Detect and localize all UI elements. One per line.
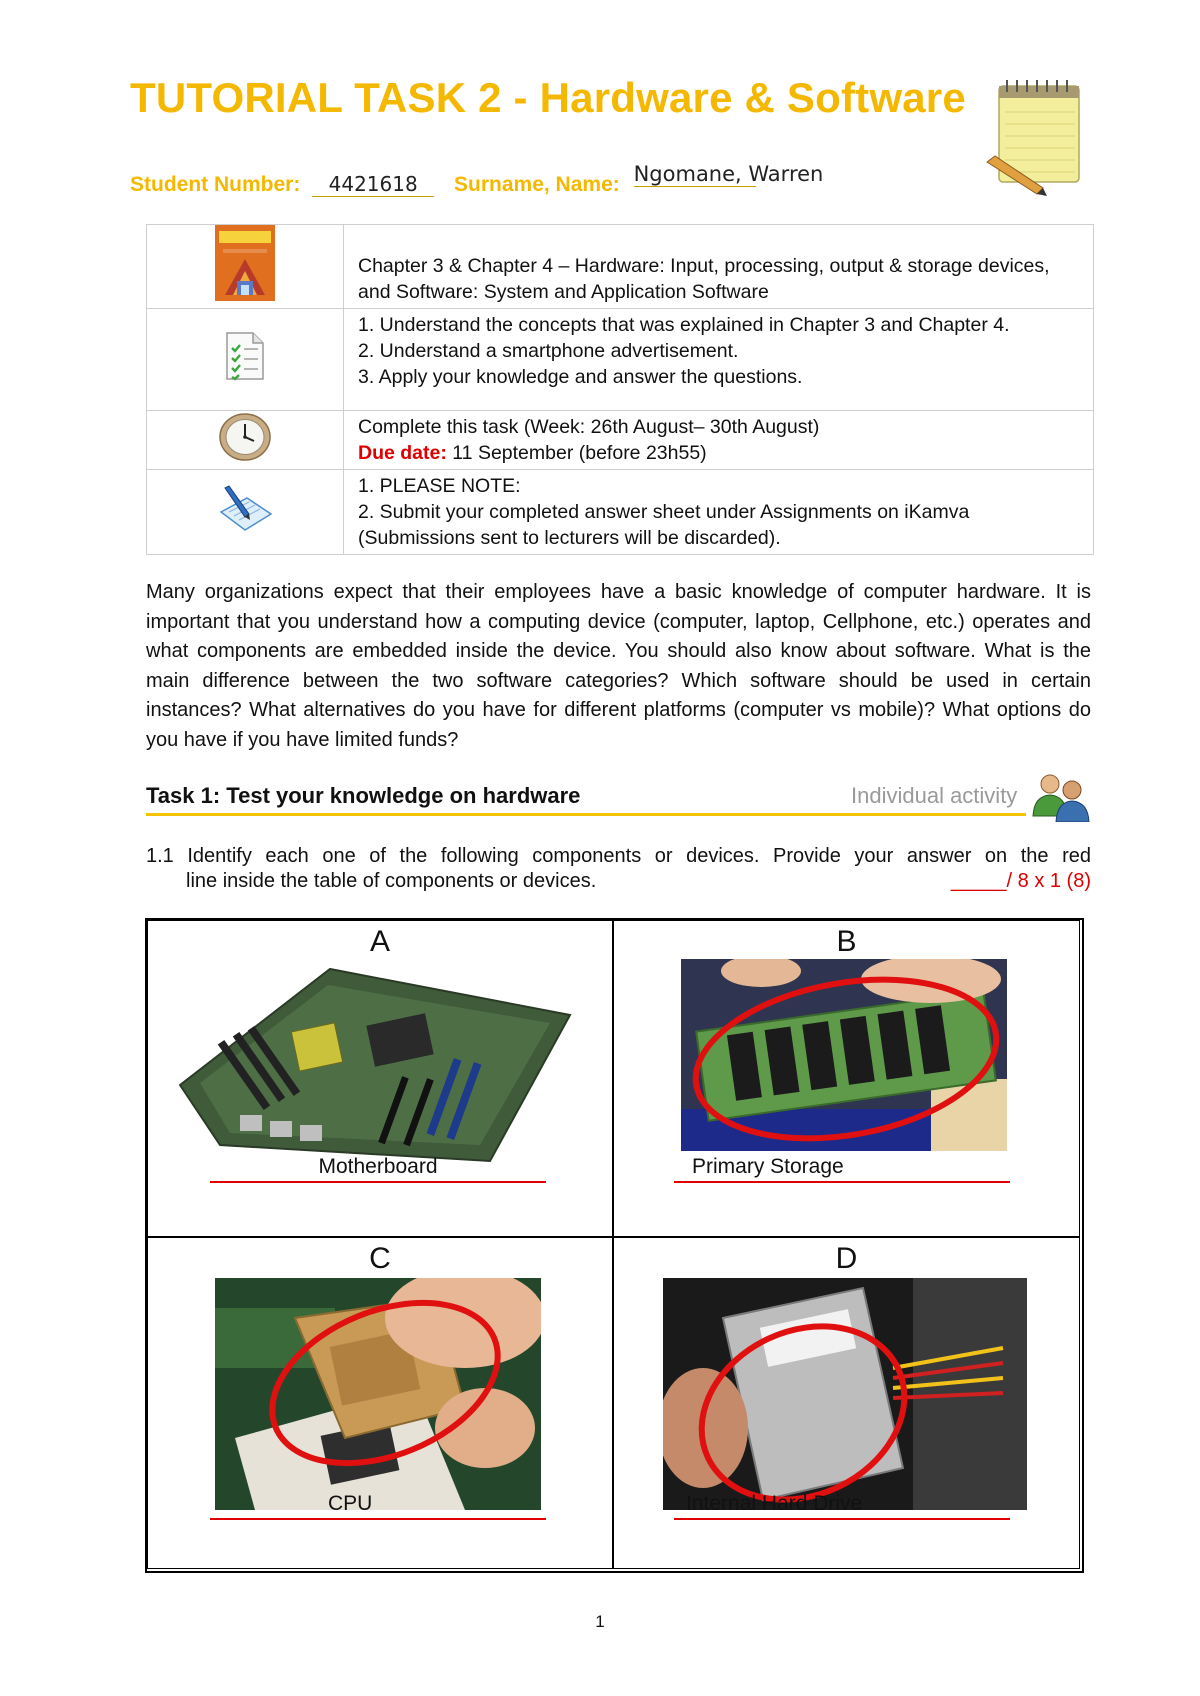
question-text-line2	[146, 869, 1091, 894]
info-row-objectives	[147, 309, 1094, 411]
info-row-notes	[147, 470, 1094, 555]
clock-cell	[147, 411, 344, 470]
chapters-text: Chapter 3 & Chapter 4 – Hardware: Input, processing, output & storage devices, and Software: System and Application Software	[344, 225, 1094, 309]
student-number-field[interactable]: 4421618	[312, 172, 434, 197]
component-cell-d	[613, 1237, 1080, 1569]
task-info-table	[146, 224, 1094, 555]
hard-drive-image	[663, 1278, 1027, 1510]
cpu-image	[215, 1278, 541, 1510]
task1-title: Task 1: Test your knowledge on hardware	[146, 783, 581, 808]
motherboard-image	[160, 965, 580, 1163]
note-2: 2. Submit your completed answer sheet under Assignments on iKamva (Submissions sent to lecturers will be discarded).	[358, 501, 970, 549]
people-icon	[1030, 770, 1092, 822]
student-info-row	[130, 162, 824, 197]
component-cell-a	[147, 920, 613, 1237]
component-cell-c	[147, 1237, 613, 1569]
question-marks: _____/ 8 x 1 (8)	[950, 870, 1091, 892]
component-letter-c: C	[369, 1242, 391, 1275]
info-row-chapters	[147, 225, 1094, 309]
student-number-label: Student Number:	[130, 173, 301, 196]
objective-2: 2. Understand a smartphone advertisement.	[358, 340, 739, 362]
answer-field-b[interactable]: Primary Storage	[674, 1155, 1010, 1183]
checklist-cell	[147, 309, 344, 411]
ram-image	[681, 959, 1007, 1151]
surname-name-label: Surname, Name:	[454, 173, 620, 196]
answer-field-c[interactable]: CPU	[210, 1492, 546, 1520]
answer-field-a[interactable]: Motherboard	[210, 1155, 546, 1183]
book-cell	[147, 225, 344, 309]
component-letter-a: A	[369, 925, 390, 958]
surname-name-field[interactable]: Ngomane, Warren	[633, 162, 824, 186]
due-date-line	[358, 440, 1081, 466]
notepad-icon	[985, 76, 1095, 196]
objective-3: 3. Apply your knowledge and answer the questions.	[358, 366, 803, 388]
checklist-icon	[225, 331, 265, 381]
question-text-line1: 1.1 Identify each one of the following components or devices. Provide your answer on the red	[146, 845, 1091, 867]
activity-type: Individual activity	[851, 783, 1018, 808]
note-1: 1. PLEASE NOTE:	[358, 475, 521, 497]
page-title: TUTORIAL TASK 2 - Hardware & Software	[130, 74, 966, 121]
components-grid	[145, 918, 1084, 1573]
book-cover-icon	[215, 225, 275, 301]
notes-cell	[344, 470, 1094, 555]
writing-icon	[215, 484, 275, 534]
info-row-schedule	[147, 411, 1094, 470]
component-letter-d: D	[835, 1242, 858, 1275]
component-letter-b: B	[836, 925, 857, 958]
intro-paragraph: Many organizations expect that their employees have a basic knowledge of computer hardware. It is important that you understand how a computing device (computer, laptop, Cellphone, etc.) operates and what components are embedded inside the device. You should also know about software. What is the main difference between the two software categories? Which software should be used in certain instances? What alternatives do you have for different platforms (computer vs mobile)? What options do you have if you have limited funds?	[146, 581, 1091, 751]
schedule-text: Complete this task (Week: 26th August– 30th August)	[358, 416, 820, 438]
component-cell-b	[613, 920, 1080, 1237]
page-number: 1	[595, 1612, 605, 1631]
due-date-value: 11 September (before 23h55)	[446, 442, 707, 464]
due-date-label: Due date:	[358, 442, 447, 464]
clock-icon	[218, 412, 272, 462]
question-text-line2-text: line inside the table of components or devices.	[186, 870, 597, 892]
question-1-1	[146, 844, 1091, 894]
answer-field-d[interactable]: Internal Hard Drive	[674, 1492, 1010, 1520]
schedule-cell	[344, 411, 1094, 470]
objectives-cell	[344, 309, 1094, 411]
writing-cell	[147, 470, 344, 555]
objective-1: 1. Understand the concepts that was explained in Chapter 3 and Chapter 4.	[358, 314, 1010, 336]
